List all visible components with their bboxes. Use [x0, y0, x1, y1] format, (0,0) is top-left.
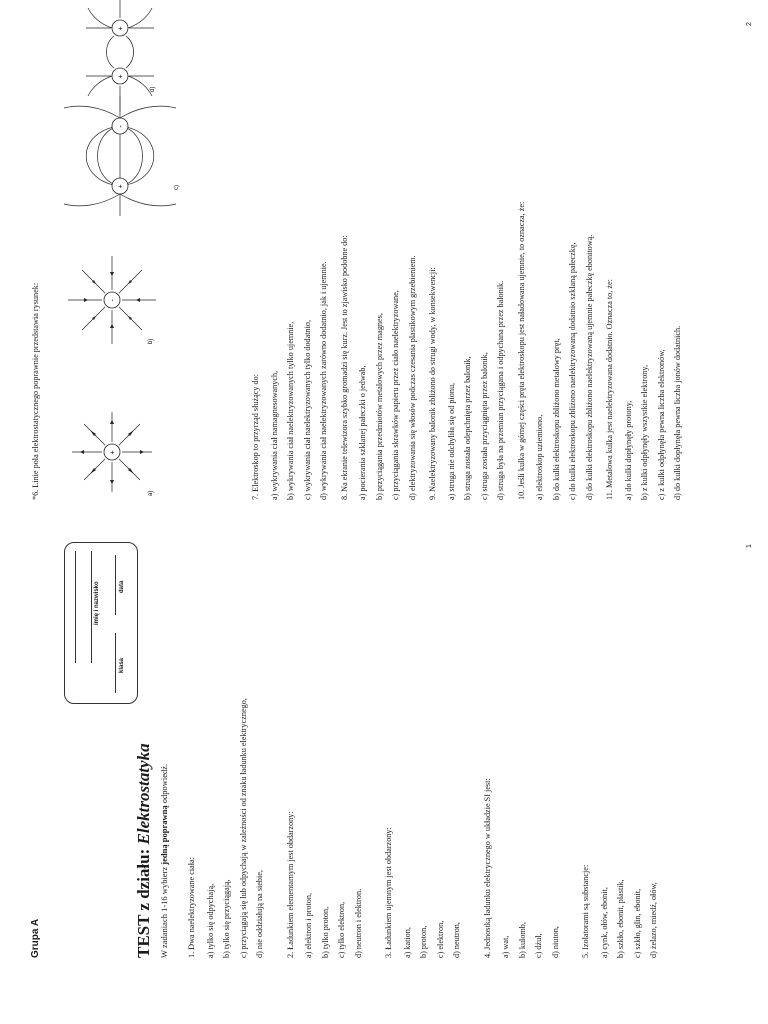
diagram-d-label: d)	[150, 86, 156, 92]
answer-option[interactable]: a) kation,	[402, 927, 412, 958]
question-5	[578, 698, 663, 958]
answer-option[interactable]: a) elektron i proton,	[304, 892, 313, 958]
date-label: data	[119, 580, 125, 593]
answer-option[interactable]: c) dżul,	[534, 933, 543, 958]
question-3	[381, 698, 466, 958]
answer-option[interactable]: d) wykrywania ciał naelektryzowanych zarówno dodatnio, jak i ujemnie.	[319, 261, 328, 500]
answer-option[interactable]: b) wykrywania ciał naelektryzowanych tylko ujemnie,	[286, 321, 295, 500]
answer-option[interactable]: c) tylko elektron,	[337, 901, 346, 958]
name-line-2[interactable]	[91, 551, 92, 663]
diagram-d	[86, 0, 156, 112]
answer-option[interactable]: b) proton,	[419, 925, 428, 958]
answer-option[interactable]: a) elektroskop uziemiono,	[535, 414, 544, 500]
question-text: 3. Ładunkiem ujemnym jest obdarzony:	[384, 827, 393, 958]
question-text: 11. Metalowa kulka jest naelektryzowana dodatnio. Oznacza to, że:	[605, 279, 614, 500]
question-text: 10. Jeśli kulka w górnej części pręta elektroskopu jest naładowana ujemnie, to oznacza, że:	[516, 201, 526, 500]
field-lines-figure	[40, 0, 210, 512]
questions-left	[184, 698, 663, 958]
answer-option[interactable]: d) nie oddziałują na siebie,	[255, 870, 264, 958]
answer-option[interactable]: c) wykrywania ciał naelektryzowanych tylko dodatnio,	[302, 319, 312, 500]
plus-sign: +	[117, 184, 125, 189]
question-7	[248, 202, 333, 500]
answer-option[interactable]: d) struga była na przemian przyciągana i odpychana przez balonik.	[496, 280, 505, 500]
answer-option[interactable]: a) do kulki dopłynęły protony,	[623, 400, 633, 500]
answer-option[interactable]: a) cynk, ołów, ebonit,	[599, 887, 609, 958]
answer-option[interactable]: b) z kulki odpłynęły wszystkie elektrony,	[640, 365, 649, 500]
title-prefix: TEST z działu:	[134, 848, 153, 958]
diagram-a-label: a)	[148, 490, 154, 496]
instruction-post: odpowiedź.	[159, 763, 169, 804]
minus-sign: -	[109, 299, 117, 302]
answer-option[interactable]: c) przyciągania skrawków papieru przez ciało naelektryzowane,	[391, 290, 400, 500]
answer-option[interactable]: b) do kulki elektroskopu zbliżono metalowy pręt,	[551, 338, 561, 500]
answer-option[interactable]: a) tylko się odpychają,	[205, 883, 215, 958]
question-text: 9. Naelektryzowany balonik zbliżono do strugi wody, w konsekwencji:	[428, 267, 437, 500]
answer-option[interactable]: d) do kulki dopłynęła pewna liczba jonów dodatnich.	[673, 325, 682, 500]
diagram-b	[68, 256, 156, 344]
question-text: 8. Na ekranie telewizora szybko gromadzi się kurz. Jest to zjawisko podobne do:	[339, 235, 349, 500]
page-number: 2	[746, 22, 753, 26]
minus-sign: -	[117, 125, 125, 128]
class-line[interactable]	[115, 633, 116, 693]
group-label: Grupa A	[30, 918, 41, 958]
answer-option[interactable]: c) przyciągają się lub odpychają w zależności od znaku ładunku elektrycznego,	[238, 698, 248, 958]
instruction	[159, 764, 169, 958]
question-text: 1. Dwa naelektryzowane ciała:	[187, 857, 196, 958]
question-text: 4. Jednostką ładunku elektrycznego w układzie SI jest:	[482, 778, 492, 958]
class-label: klasa	[119, 657, 125, 673]
answer-option[interactable]: d) do kulki elektroskopu zbliżono naelektryzowaną ujemnie pałeczkę ebonitową.	[584, 234, 594, 500]
answer-option[interactable]: a) wykrywania ciał namagnesowanych,	[269, 370, 279, 500]
answer-option[interactable]: d) niuton,	[550, 926, 560, 958]
question-6-text: *6. Linie pola elektrostatycznego poprawnie przedstawia rysunek:	[31, 282, 40, 500]
diagram-c	[64, 96, 180, 216]
question-8	[337, 202, 422, 500]
answer-option[interactable]: d) elektryzowania się włosów podczas czesania plastikowym grzebieniem.	[407, 255, 417, 500]
answer-option[interactable]: c) z kulki odpłynęła pewna liczba elektronów,	[656, 349, 666, 500]
page-title	[134, 743, 154, 958]
answer-option[interactable]: b) kulomb,	[517, 922, 527, 958]
question-11	[602, 202, 687, 500]
answer-option[interactable]: d) neutron,	[452, 922, 461, 958]
answer-option[interactable]: b) przyciągania przedmiotów metalowych przez magnes,	[374, 313, 384, 500]
question-2	[283, 698, 368, 958]
answer-option[interactable]: c) szkło, glin, ebonit,	[632, 888, 642, 958]
page-1	[0, 512, 768, 1024]
answer-option[interactable]: b) struga została odepchnięta przez balonik,	[463, 356, 472, 500]
questions-right	[248, 202, 687, 500]
name-label: imię i nazwisko	[94, 581, 100, 625]
plus-sign: +	[109, 450, 117, 455]
question-4	[480, 698, 565, 958]
answer-option[interactable]: b) szkło, ebonit, plastik,	[616, 879, 625, 958]
answer-option[interactable]: c) do kulki elektroskopu zbliżono naelektryzowaną dodatnio szklaną pałeczkę,	[568, 242, 577, 500]
question-9	[425, 202, 510, 500]
question-text: 7. Elektroskop to przyrząd służący do:	[251, 374, 260, 500]
question-10	[514, 202, 599, 500]
diagram-c-label: c)	[174, 185, 180, 190]
question-text: 5. Izolatorami są substancje:	[581, 864, 590, 958]
instruction-pre: W zadaniach 1-16 wybierz	[159, 866, 169, 958]
student-info-box	[64, 542, 138, 704]
page-number: 1	[746, 544, 753, 548]
diagram-a	[72, 412, 154, 496]
answer-option[interactable]: d) żelazo, miedź, ołów,	[649, 882, 658, 958]
answer-option[interactable]: b) tylko się przyciągają,	[222, 879, 231, 958]
plus-sign: +	[117, 26, 125, 31]
answer-option[interactable]: a) struga nie odchyliła się od pionu,	[446, 382, 456, 500]
answer-option[interactable]: d) neutron i elektron.	[353, 888, 363, 958]
answer-option[interactable]: b) tylko proton,	[320, 906, 330, 958]
answer-option[interactable]: a) wat,	[501, 935, 510, 958]
question-text: 2. Ładunkiem elementarnym jest obdarzony:	[285, 811, 295, 958]
diagram-b-label: b)	[148, 338, 154, 344]
date-line[interactable]	[115, 555, 116, 615]
title-topic: Elektrostatyka	[134, 743, 153, 845]
instruction-bold: jedną poprawną	[159, 805, 169, 865]
answer-option[interactable]: c) struga została przyciągnięta przez balonik,	[479, 352, 489, 500]
plus-sign: +	[117, 74, 125, 79]
answer-option[interactable]: a) pocierania szklanej pałeczki o jedwab,	[358, 365, 367, 500]
name-line[interactable]	[75, 551, 76, 663]
answer-option[interactable]: c) elektron,	[435, 920, 445, 958]
question-1	[184, 698, 269, 958]
